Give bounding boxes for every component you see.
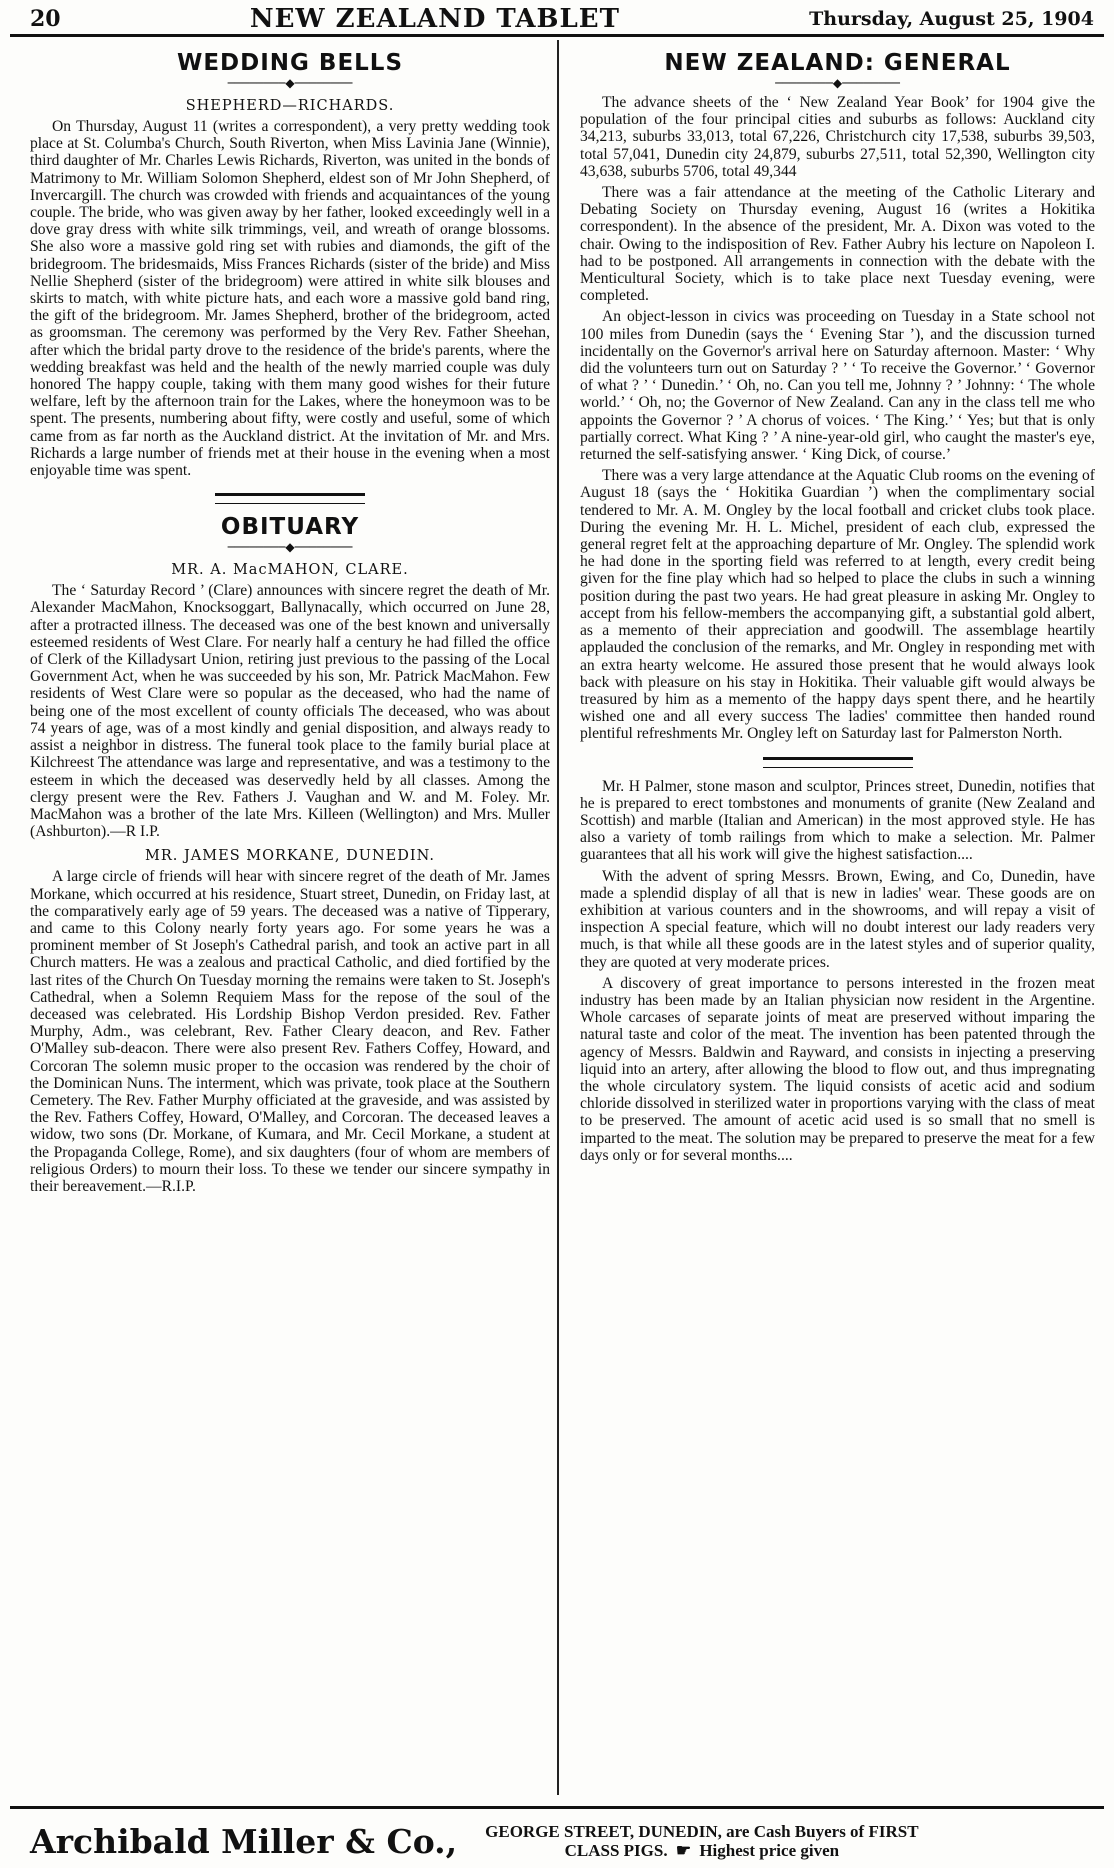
- section-divider: [215, 493, 365, 504]
- advertisement-text: [485, 1822, 918, 1860]
- ornament-rule: [30, 540, 550, 554]
- right-column: [580, 42, 1095, 1168]
- notice-paragraph: Mr. H Palmer, stone mason and sculptor, Princes street, Dunedin, notifies that he is prepared to erect tombstones and monuments of granite (New Zealand and Scottish) and marble (Italian and American) in the most approved style. He has also a variety of tomb railings from which to make a selection. Mr. Palmer guarantees that all his work will give the highest satisfaction....: [580, 777, 1095, 864]
- obituary-subheading-macmahon: MR. A. MacMAHON, CLARE.: [171, 562, 409, 579]
- masthead-rule: [10, 34, 1104, 37]
- news-paragraph: The advance sheets of the ‘ New Zealand Year Book’ for 1904 give the population of the four principal cities and suburbs as follows: Auckland city 34,213, suburbs 33,013, total 67,226, Christchurch city 17,538, suburbs 39,503, total 57,041, Dunedin city 24,879, suburbs 27,511, total 52,390, Wellington city 43,638, suburbs 5706, total 49,344: [580, 94, 1095, 180]
- ad-line-2-end: Highest price given: [699, 1841, 840, 1860]
- column-divider: [557, 40, 559, 1795]
- news-paragraph: An object-lesson in civics was proceeding on Tuesday in a State school not 100 miles from Dunedin (says the ‘ Evening Star ’), and the discussion turned incidentally on the Governor's arrival here on Saturday afternoon. Master: ‘ Why did the volunteers turn out on Saturday ? ’ ‘ To receive the Governor.’ ‘ Governor of what ? ’ ‘ Dunedin.’ ‘ Oh, no. Can you tell me, Johnny ? ’ Johnny: ‘ The whole world.’ ‘ Oh, no; the Governor of New Zealand. Can any in the class tell me who appoints the Governor ? ’ A chorus of voices. ‘ The King.’ ‘ Yes; but that is only partially correct. What King ? ’ A nine-year-old girl, who caught the master's eye, returned the self-satisfying answer. ‘ King Dick, of course.’: [580, 308, 1095, 464]
- page-number: 20: [30, 6, 61, 32]
- ornament-rule: [580, 76, 1095, 90]
- obituary-section: [30, 514, 550, 1195]
- wedding-paragraph: On Thursday, August 11 (writes a correspondent), a very pretty wedding took place at St. Columba's Church, South Riverton, when Miss Lavinia Jane (Winnie), third daughter of Mr. Charles Lewis Richards, Riverton, was united in the bonds of Matrimony to Mr. William Solomon Shepherd, eldest son of Mr John Shepherd, of Invercargill. The church was crowded with friends and acquaintances of the young couple. The bride, who was given away by her father, looked exceedingly well in a dove gray dress with white silk trimmings, veil, and wreath of orange blossoms. She also wore a massive gold ring set with rubies and diamonds, the gift of the bridegroom. The bridesmaids, Miss Frances Richards (sister of the bride) and Miss Nellie Shepherd (sister of the bridegroom) were attired in white silk blouses and skirts to match, with white picture hats, and each wore a massive gold band ring, the gift of the bridegroom. Mr. James Shepherd, brother of the bridegroom, acted as groomsman. The ceremony was performed by the Very Rev. Father Sheehan, after which the bridal party drove to the residence of the bride's parents, where the wedding breakfast was held and the health of the newly married couple was duly honored The happy couple, taking with them many good wishes for their future welfare, left by the afternoon train for the Lakes, where the honeymoon was to be spent. The presents, numbering about fifty, were costly and useful, some of which came from as far north as the Auckland district. At the invitation of Mr. and Mrs. Richards a large number of friends met at their house in the evening when a most enjoyable time was spent.: [30, 118, 550, 480]
- section-heading-wedding: WEDDING BELLS: [176, 50, 404, 76]
- wedding-bells-section: [30, 50, 550, 479]
- section-heading-obituary: OBITUARY: [220, 514, 360, 541]
- ad-line-2-start: CLASS PIGS.: [564, 1841, 668, 1860]
- notice-paragraph: With the advent of spring Messrs. Brown, Ewing, and Co, Dunedin, have made a splendid display of all that is new in ladies' wear. These goods are on exhibition at various counters and in the showrooms, and will repay a visit of inspection A special feature, which will no doubt interest our lady readers very much, is that while all these goods are in the latest styles and of superior quality, they are quoted at very moderate prices.: [580, 867, 1095, 971]
- advertiser-name: Archibald Miller & Co.,: [30, 1821, 458, 1861]
- left-column: [30, 42, 550, 1199]
- section-divider: [763, 757, 913, 768]
- wedding-subheading: SHEPHERD—RICHARDS.: [185, 98, 395, 114]
- obituary-paragraph-macmahon: The ‘ Saturday Record ’ (Clare) announces with sincere regret the death of Mr. Alexander MacMahon, Knocksoggart, Ballynacally, which occurred on June 28, after a protracted illness. The deceased was one of the best known and universally esteemed residents of West Clare. For nearly half a century he had filled the office of Clerk of the Killadysart Union, retiring just previous to the passing of the Local Government Act, when he was succeeded by his son, Mr. Patrick MacMahon. Few residents of West Clare were so popular as the deceased, who had the name of being one of the most excellent of county officials The deceased, who was about 74 years of age, was of a most kindly and genial disposition, and always ready to assist a neighbor in distress. The funeral took place to the family burial place at Kilchreest The attendance was large and representative, and was a testimony to the esteem in which the deceased was deservedly held by all classes. Among the clergy present were the Rev. Fathers J. Vaughan and W. and M. Foley. Mr. MacMahon was a brother of the late Mrs. Killeen (Wellington) and Mrs. Muller (Ashburton).—R I.P.: [30, 582, 550, 841]
- obituary-subheading-morkane: MR. JAMES MORKANE, DUNEDIN.: [145, 848, 435, 865]
- news-paragraph: There was a very large attendance at the Aquatic Club rooms on the evening of August 18 (says the ‘ Hokitika Guardian ’) when the complimentary social tendered to Mr. A. M. Ongley by the local football and cricket clubs took place. During the evening Mr. H. L. Michel, president of each club, expressed the general regret felt at the approaching departure of Mr. Ongley. The splendid work he had done in the sporting field was referred to at length, every credit being given for the fine play which had so helped to place the clubs in such a winning position during the past two years. He had great pleasure in asking Mr. Ongley to accept from his fellow-members the accompanying gift, a substantial gold albert, as a memento of their appreciation and goodwill. The assemblage heartily applauded the conclusion of the remarks, and Mr. Ongley in responding met with an extra hearty welcome. He assured those present that he would always look back with pleasure on his stay in Hokitika. Their valuable gift would always be treasured by him as a memento of the happy days spent there, and he heartily wished one and all every success The ladies' committee then handed round plentiful refreshments Mr. Ongley left on Saturday last for Palmerston North.: [580, 467, 1095, 743]
- notices-section: [580, 778, 1095, 1164]
- news-paragraph: There was a fair attendance at the meeting of the Catholic Literary and Debating Society on Thursday evening, August 16 (writes a Hokitika correspondent). In the absence of the president, Mr. A. Dixon was voted to the chair. Owing to the indisposition of Rev. Father Aubry his lecture on Napoleon I. had to be postponed. All arrangements in connection with the debate with the Menticultural Society, which is to take place next Tuesday evening, were completed.: [580, 184, 1095, 305]
- masthead: [30, 2, 1094, 36]
- ornament-rule: [30, 76, 550, 90]
- notice-paragraph: A discovery of great importance to persons interested in the frozen meat industry has been made by an Italian physician now resident in the Argentine. Whole carcases of separate joints of meat are preserved without imparing the natural taste and color of the meat. The invention has been patented through the agency of Messrs. Baldwin and Rayward, and consists in injecting a preserving liquid into an artery, after allowing the blood to flow out, and thus impregnating the whole circulatory system. The liquid consists of acetic acid and sodium chloride dissolved in sterilized water in proportions varying with the class of meat to be preserved. The amount of acetic acid used is so small that no smell is imparted to the meat. The solution may be prepared to preserve the meat for a few days only or for several months....: [580, 974, 1095, 1164]
- section-heading-nz-general: NEW ZEALAND: GENERAL: [664, 50, 1011, 76]
- pointing-hand-icon: ☛: [675, 1841, 692, 1860]
- ad-line-1: GEORGE STREET, DUNEDIN, are Cash Buyers of FIRST: [485, 1822, 919, 1841]
- footer-advertisement: [30, 1816, 1094, 1866]
- nz-general-section: [580, 50, 1095, 743]
- issue-date: Thursday, August 25, 1904: [809, 8, 1094, 30]
- ad-line-2: [485, 1841, 918, 1860]
- obituary-paragraph-morkane: A large circle of friends will hear with sincere regret of the death of Mr. James Morkane, which occurred at his residence, Stuart street, Dunedin, on Friday last, at the comparatively early age of 59 years. The deceased was a native of Tipperary, and came to this Colony nearly forty years ago. For some years he was a prominent member of St Joseph's Cathedral parish, and took an active part in all Church matters. He was a zealous and practical Catholic, and died fortified by the last rites of the Church On Tuesday morning the remains were taken to St. Joseph's Cathedral, when a Solemn Requiem Mass for the repose of the soul of the deceased was celebrated. His Lordship Bishop Verdon presided. Rev. Father Murphy, Adm., was celebrant, Rev. Father Cleary deacon, and Rev. Father O'Malley sub-deacon. There were also present Rev. Fathers Coffey, Howard, and Corcoran The solemn music proper to the occasion was rendered by the choir of the Dominican Nuns. The interment, which was private, took place at the Southern Cemetery. The Rev. Father Murphy officiated at the graveside, and was assisted by the Rev. Fathers Coffey, Howard, O'Malley, and Corcoran. The deceased leaves a widow, two sons (Dr. Morkane, of Kumara, and Mr. Cecil Morkane, a student at the Propaganda College, Rome), and six daughters (four of whom are members of religious Orders) to mourn their loss. To these we tender our sincere sympathy in their bereavement.—R.I.P.: [30, 868, 550, 1195]
- publication-title: NEW ZEALAND TABLET: [249, 4, 620, 34]
- footer-rule: [10, 1806, 1104, 1809]
